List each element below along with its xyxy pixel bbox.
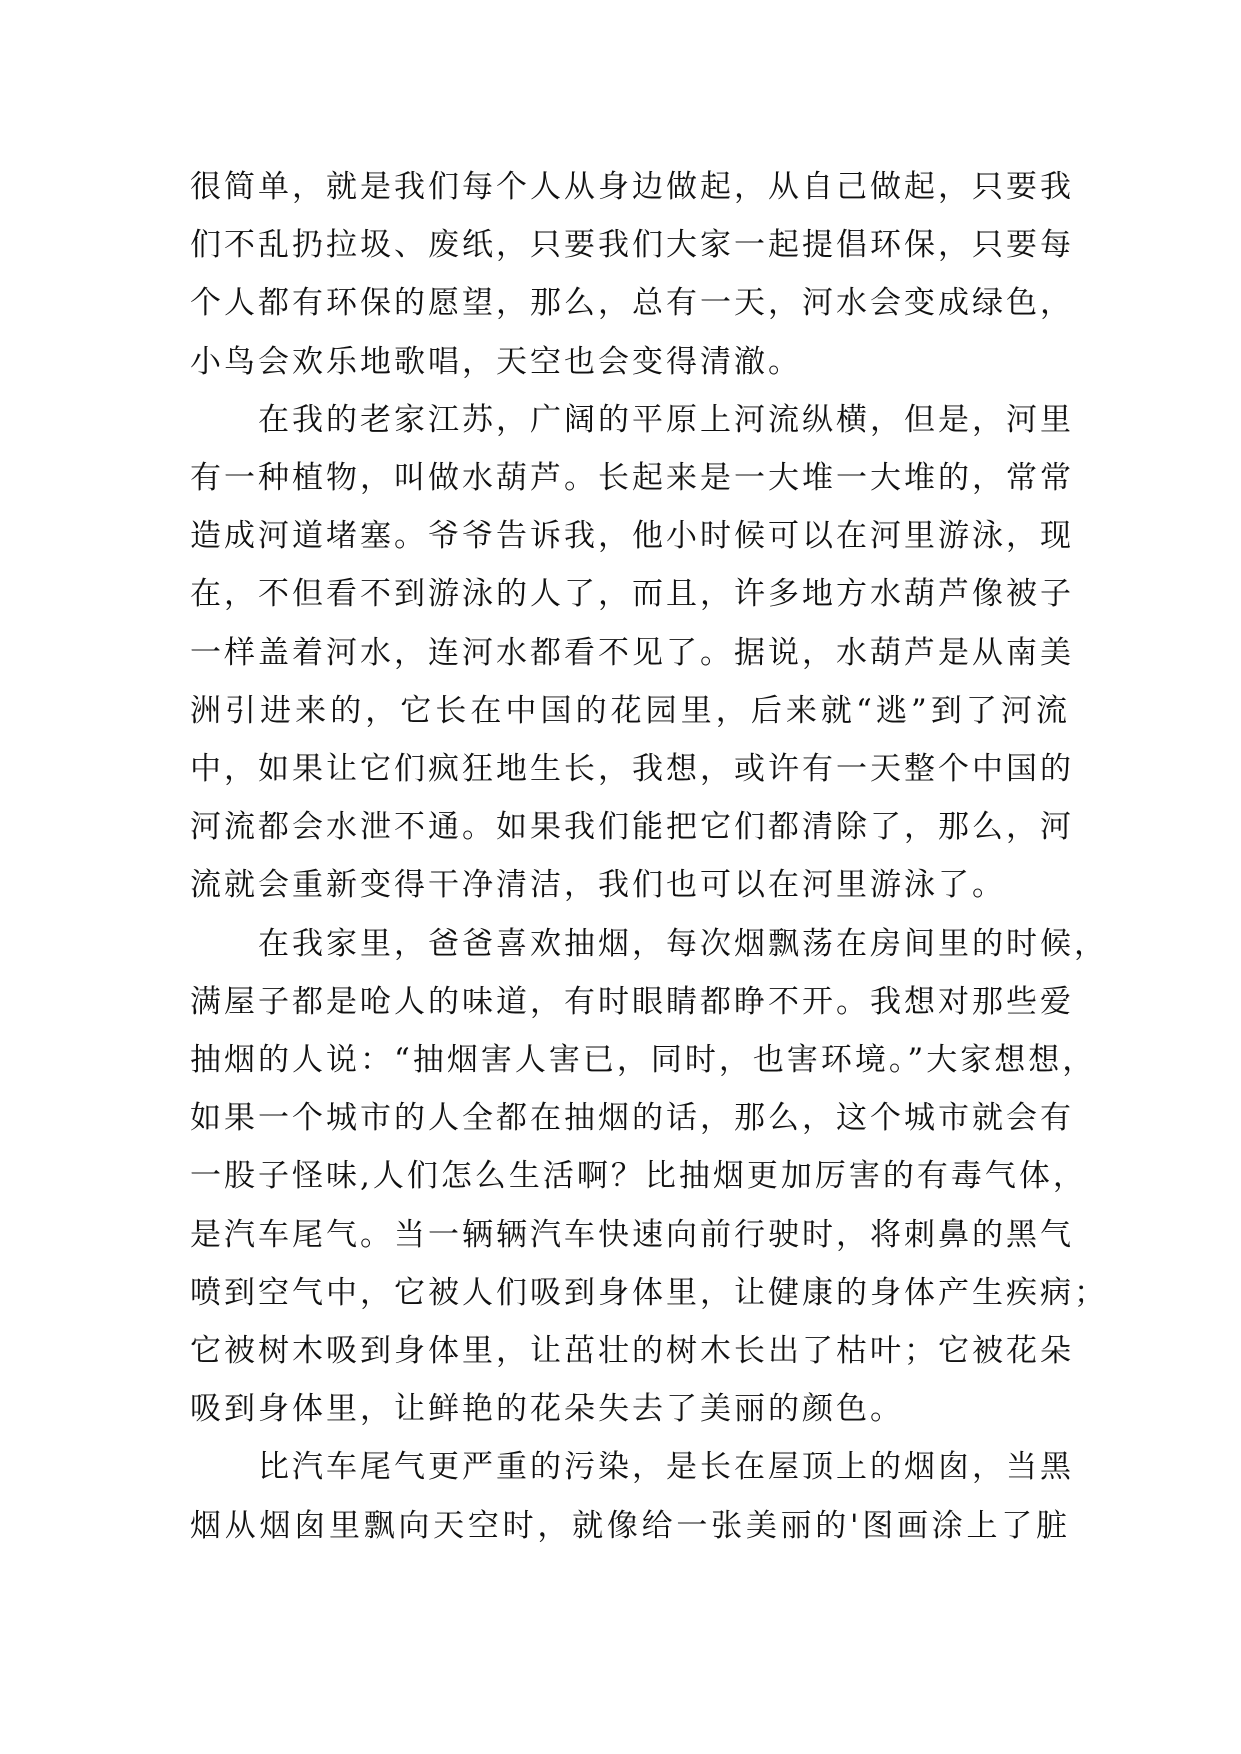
paragraph-2 [190,391,1074,915]
paragraph-1 [190,158,1074,391]
text-line: 烟从烟囱里飘向天空时，就像给一张美丽的'图画涂上了脏 [190,1507,1070,1544]
text-line: 满屋子都是呛人的味道，有时眼睛都睁不开。我想对那些爱 [190,983,1074,1020]
text-line: 它被树木吸到身体里，让茁壮的树木长出了枯叶；它被花朵 [190,1333,1074,1370]
document-body [190,158,1108,1555]
text-line: 流就会重新变得干净清洁，我们也可以在河里游泳了。 [190,867,1006,904]
text-line: 在，不但看不到游泳的人了，而且，许多地方水葫芦像被子 [190,576,1074,613]
text-line: 有一种植物，叫做水葫芦。长起来是一大堆一大堆的，常常 [190,460,1074,497]
text-line: 很简单，就是我们每个人从身边做起，从自己做起，只要我 [190,169,1074,205]
text-line: 小鸟会欢乐地歌唱，天空也会变得清澈。 [190,343,802,380]
text-line: 一样盖着河水，连河水都看不见了。据说，水葫芦是从南美 [190,634,1074,671]
paragraph-3 [190,915,1108,1439]
text-line: 河流都会水泄不通。如果我们能把它们都清除了，那么，河 [190,809,1074,846]
text-line: 喷到空气中，它被人们吸到身体里，让健康的身体产生疾病； [190,1274,1108,1311]
text-line: 是汽车尾气。当一辆辆汽车快速向前行驶时，将刺鼻的黑气 [190,1216,1074,1253]
paragraph-4 [190,1438,1074,1554]
text-line: 一股子怪味,人们怎么生活啊？比抽烟更加厉害的有毒气体， [190,1158,1087,1195]
text-line: 比汽车尾气更严重的污染，是长在屋顶上的烟囱，当黑 [258,1449,1074,1486]
text-line: 洲引进来的，它长在中国的花园里，后来就“逃”到了河流 [190,692,1070,729]
text-line: 抽烟的人说：“抽烟害人害已，同时，也害环境。”大家想想， [190,1042,1097,1079]
text-line: 个人都有环保的愿望，那么，总有一天，河水会变成绿色， [190,285,1074,322]
text-line: 中，如果让它们疯狂地生长，我想，或许有一天整个中国的 [190,751,1074,788]
text-line: 如果一个城市的人全都在抽烟的话，那么，这个城市就会有 [190,1100,1074,1137]
text-line: 在我的老家江苏，广阔的平原上河流纵横，但是，河里 [258,401,1074,438]
text-line: 吸到身体里，让鲜艳的花朵失去了美丽的颜色。 [190,1391,904,1428]
text-line: 造成河道堵塞。爷爷告诉我，他小时候可以在河里游泳，现 [190,518,1074,555]
text-line: 们不乱扔拉圾、废纸，只要我们大家一起提倡环保，只要每 [190,227,1074,264]
text-line: 在我家里，爸爸喜欢抽烟，每次烟飘荡在房间里的时候， [258,925,1108,962]
